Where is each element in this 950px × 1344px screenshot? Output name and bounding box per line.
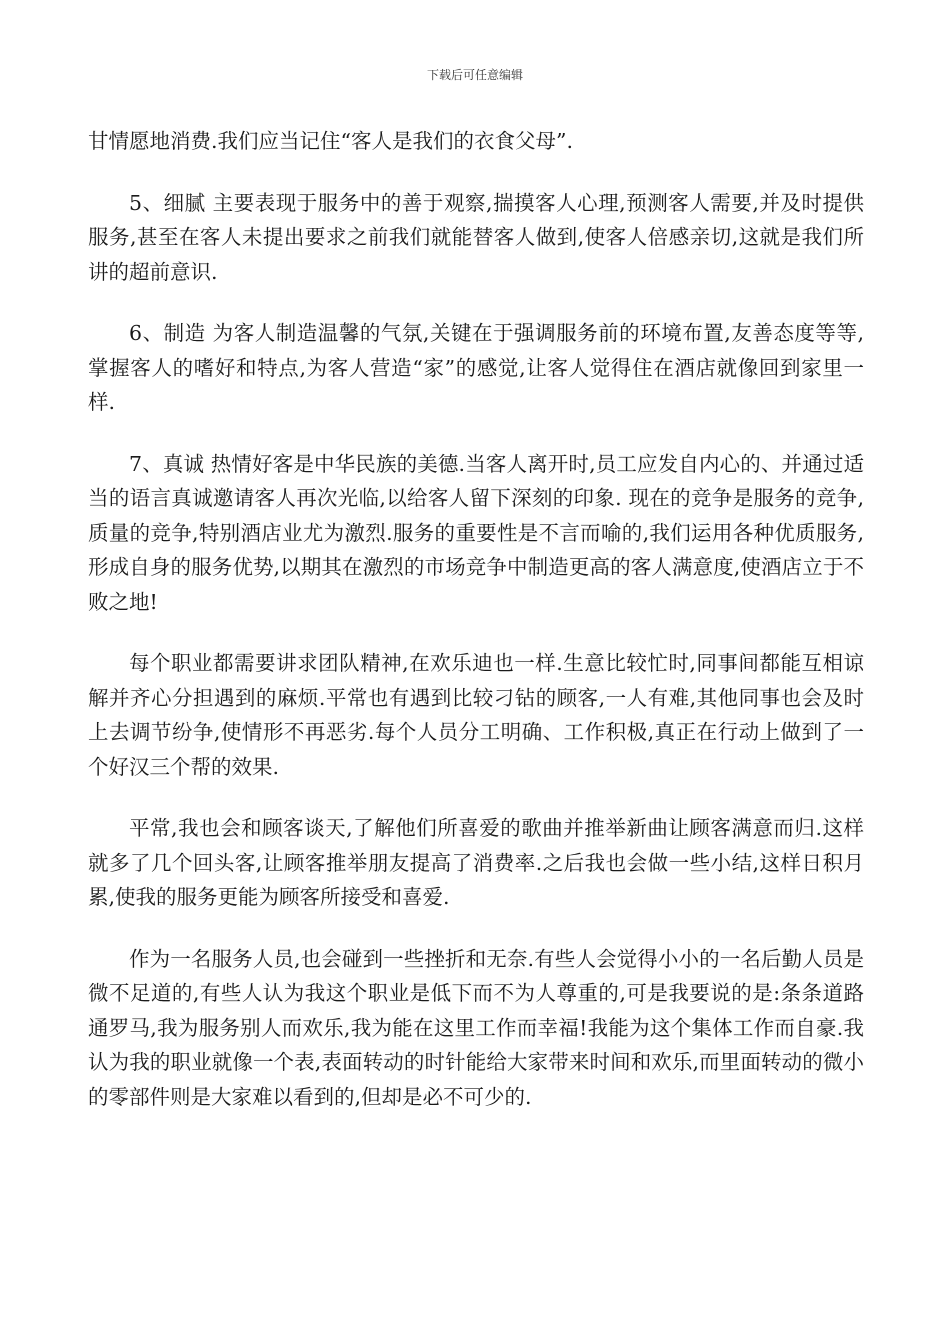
document-body (88, 124, 864, 1141)
paragraph-team-spirit: 每个职业都需要讲求团队精神,在欢乐迪也一样.生意比较忙时,同事间都能互相谅解并齐心分担遇到的麻烦.平常也有遇到比较刁钻的顾客,一人有难,其他同事也会及时上去调节纷争,使情形不再恶劣.每个人员分工明确、工作积极,真正在行动上做到了一个好汉三个帮的效果. (88, 651, 864, 779)
paragraph-customer-chat: 平常,我也会和顾客谈天,了解他们所喜爱的歌曲并推举新曲让顾客满意而归.这样就多了几个回头客,让顾客推举朋友提高了消费率.之后我也会做一些小结,这样日积月累,使我的服务更能为顾客所接受和喜爱. (88, 816, 864, 909)
paragraph-item-5: 5、细腻 主要表现于服务中的善于观察,揣摸客人心理,预测客人需要,并及时提供服务,甚至在客人未提出要求之前我们就能替客人做到,使客人倍感亲切,这就是我们所讲的超前意识. (88, 190, 864, 284)
paragraph-reflection: 作为一名服务人员,也会碰到一些挫折和无奈.有些人会觉得小小的一名后勤人员是微不足道的,有些人认为我这个职业是低下而不为人尊重的,可是我要说的是:条条道路通罗马,我为服务别人而欢乐,我为能在这里工作而幸福!我能为这个集体工作而自豪.我认为我的职业就像一个表,表面转动的时针能给大家带来时间和欢乐,而里面转动的微小的零部件则是大家难以看到的,但却是必不可少的. (88, 946, 864, 1109)
paragraph-item-7: 7、真诚 热情好客是中华民族的美德.当客人离开时,员工应发自内心的、并通过适当的语言真诚邀请客人再次光临,以给客人留下深刻的印象. 现在的竞争是服务的竞争,质量的竞争,特别酒店业尤为激烈.服务的重要性是不言而喻的,我们运用各种优质服务,形成自身的服务优势,以期其在激烈的市场竞争中制造更高的客人满意度,使酒店立于不败之地! (88, 451, 864, 614)
paragraph-item-6: 6、制造 为客人制造温馨的气氛,关键在于强调服务前的环境布置,友善态度等等,掌握客人的嗜好和特点,为客人营造“家”的感觉,让客人觉得住在酒店就像回到家里一样. (88, 321, 864, 414)
page-header: 下载后可任意编辑 (426, 68, 523, 82)
paragraph-continuation: 甘情愿地消费.我们应当记住“客人是我们的衣食父母”. (88, 129, 573, 153)
